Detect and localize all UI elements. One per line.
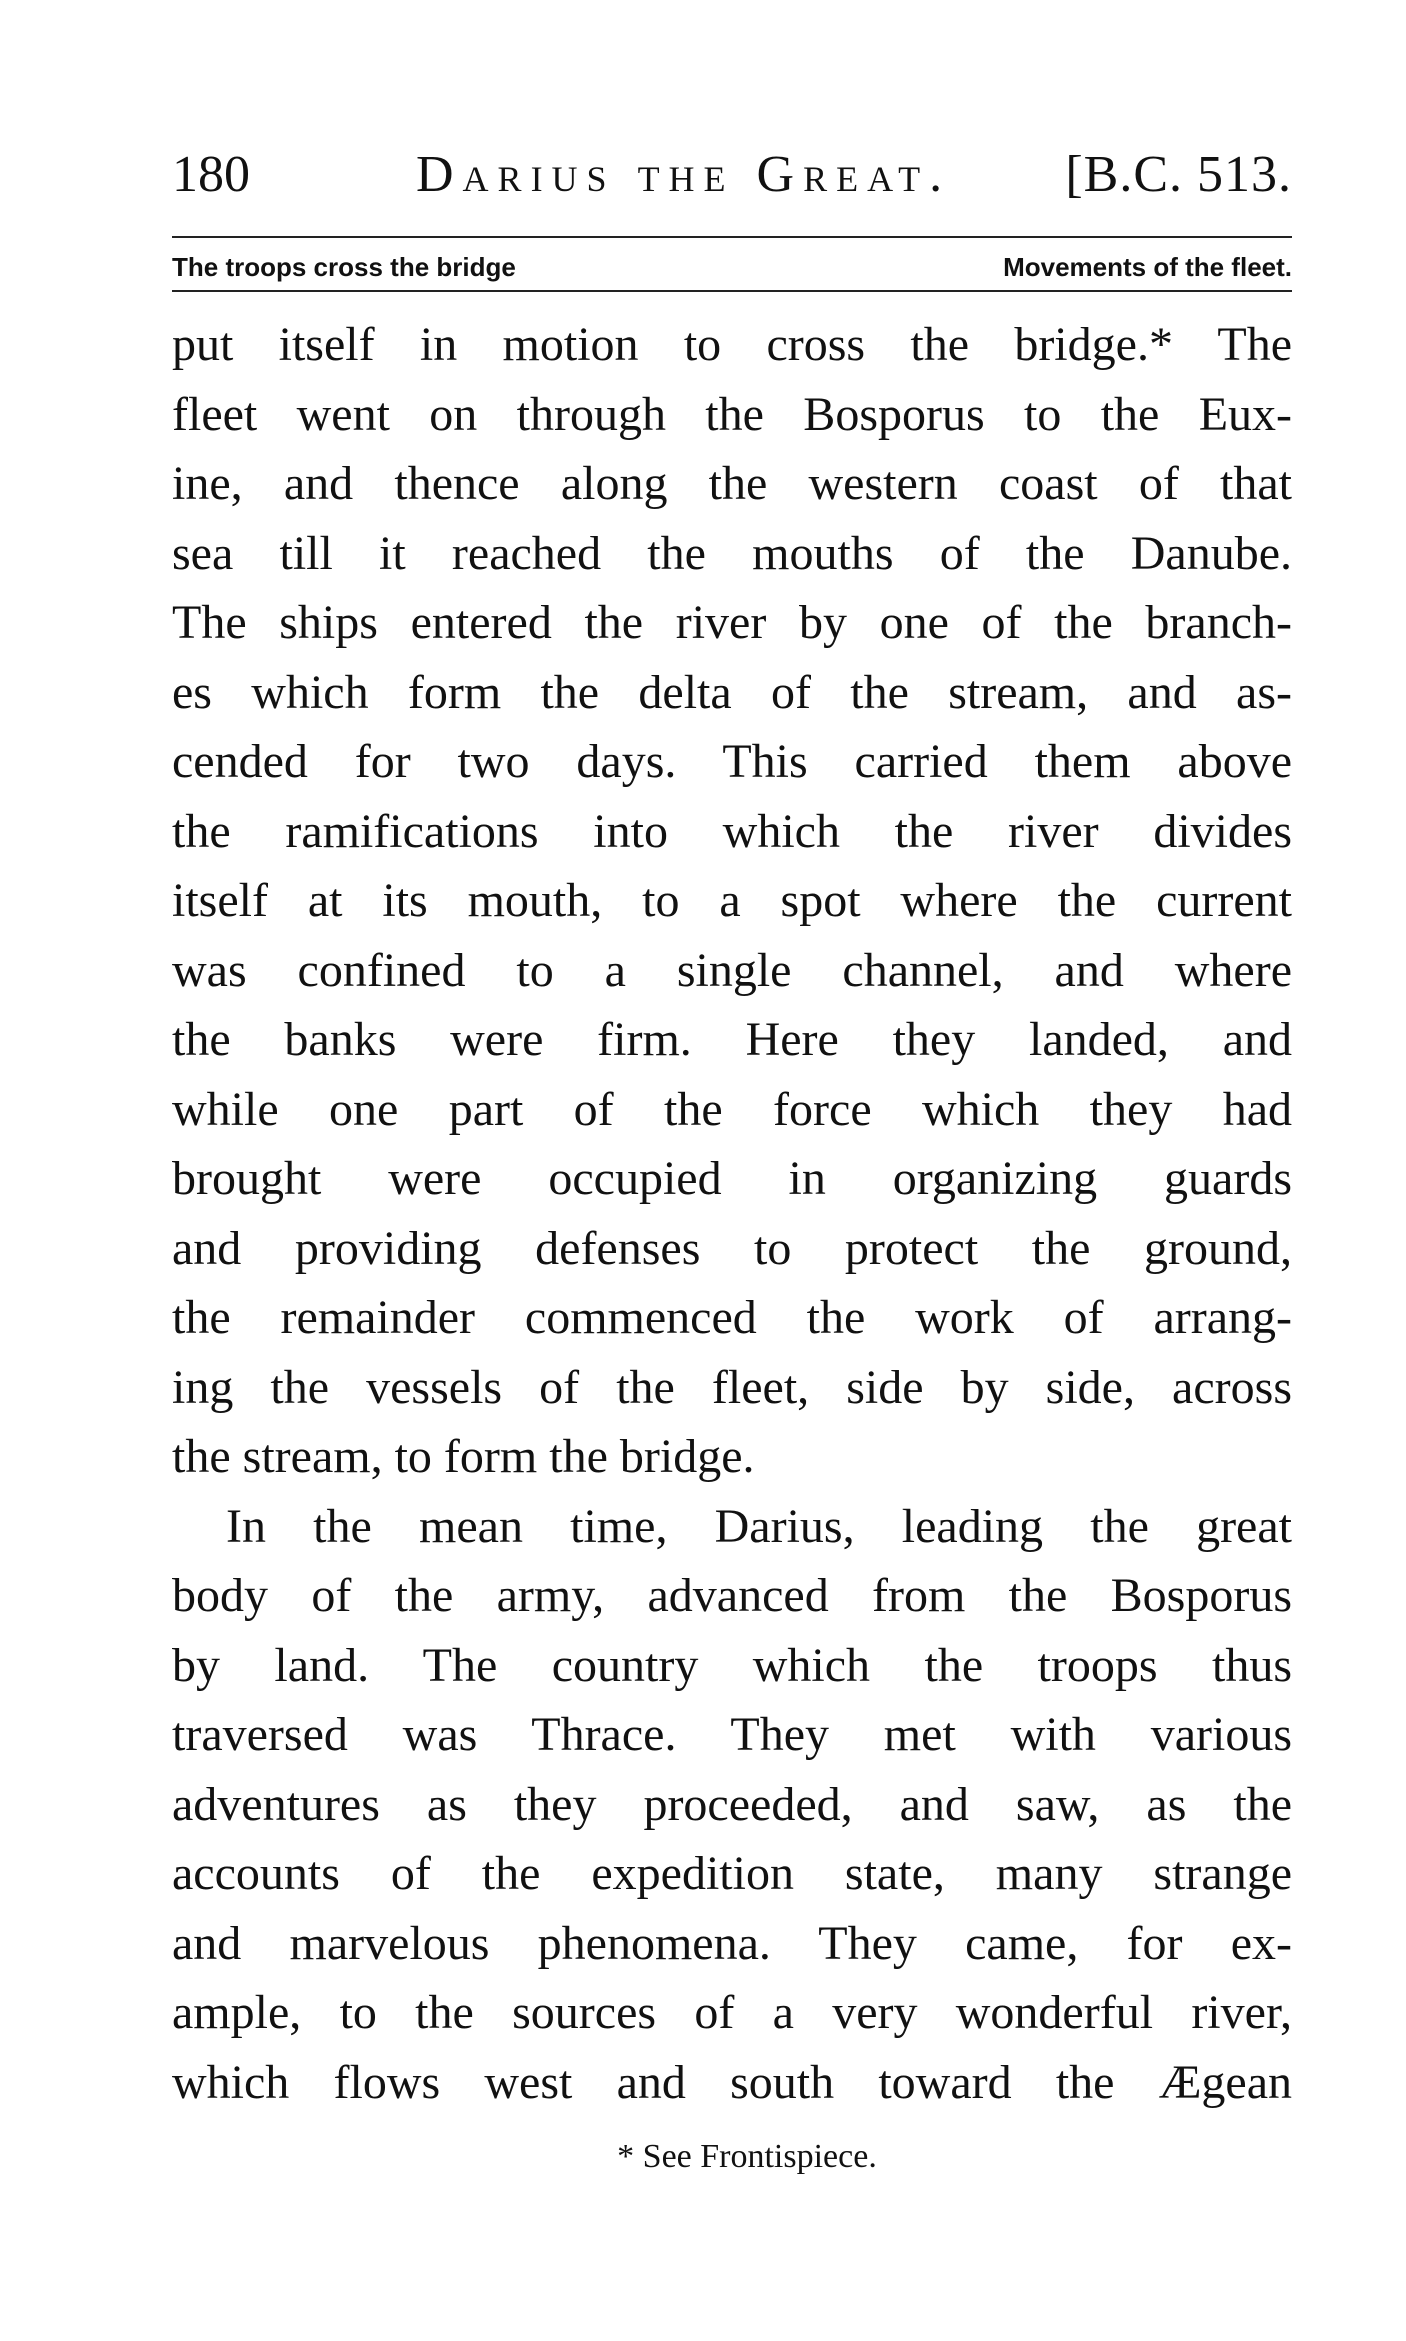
text-line: the banks were firm. Here they landed, and [172,1013,1292,1066]
text-line: In the mean time, Darius, leading the great [226,1499,1292,1553]
text-line: while one part of the force which they had [172,1082,1292,1136]
text-line: put itself in motion to cross the bridge.* The [172,318,1292,371]
text-line: accounts of the expedition state, many strange [172,1847,1292,1900]
running-head [172,140,1292,210]
paragraph [172,1492,1292,2118]
text-line: body of the army, advanced from the Bosporus [172,1569,1292,1622]
text-line: sea till it reached the mouths of the Danube. [172,526,1292,580]
footnote: * See Frontispiece. [617,2138,877,2175]
running-date: [B.C. 513. [1065,146,1292,203]
text-line: ine, and thence along the western coast of that [172,457,1292,510]
text-line: cended for two days. This carried them above [172,735,1292,788]
text-line: the stream, to form the bridge. [172,1430,755,1483]
body-text [172,310,1292,2117]
subhead-left: The troops cross the bridge [172,252,516,282]
text-line: was confined to a single channel, and where [172,943,1292,997]
text-line: which flows west and south toward the Ægean [172,2055,1292,2109]
subhead-rule [172,290,1292,292]
text-line: ing the vessels of the fleet, side by side, across [172,1360,1292,1414]
text-line: brought were occupied in organizing guards [172,1152,1292,1205]
text-line: ample, to the sources of a very wonderful river, [172,1986,1292,2039]
text-line: es which form the delta of the stream, and as- [172,665,1292,719]
text-line: traversed was Thrace. They met with various [172,1708,1292,1761]
subhead-right: Movements of the fleet. [1003,252,1292,282]
running-title: Darius the Great. [416,146,952,203]
text-line: by land. The country which the troops thus [172,1638,1292,1692]
text-line: itself at its mouth, to a spot where the current [172,874,1292,927]
text-line: and marvelous phenomena. They came, for ex- [172,1916,1292,1970]
text-line: the remainder commenced the work of arrang- [172,1291,1292,1344]
paragraph [172,310,1292,1492]
text-line: The ships entered the river by one of the branch- [172,596,1292,649]
side-headings [172,250,1292,284]
text-line: adventures as they proceeded, and saw, as the [172,1777,1292,1831]
book-page [172,140,1292,2179]
text-line: fleet went on through the Bosporus to the Eux- [172,387,1292,441]
text-line: the ramifications into which the river divides [172,804,1292,858]
header-rule [172,236,1292,238]
page-number: 180 [172,146,250,203]
text-line: and providing defenses to protect the ground, [172,1221,1292,1275]
